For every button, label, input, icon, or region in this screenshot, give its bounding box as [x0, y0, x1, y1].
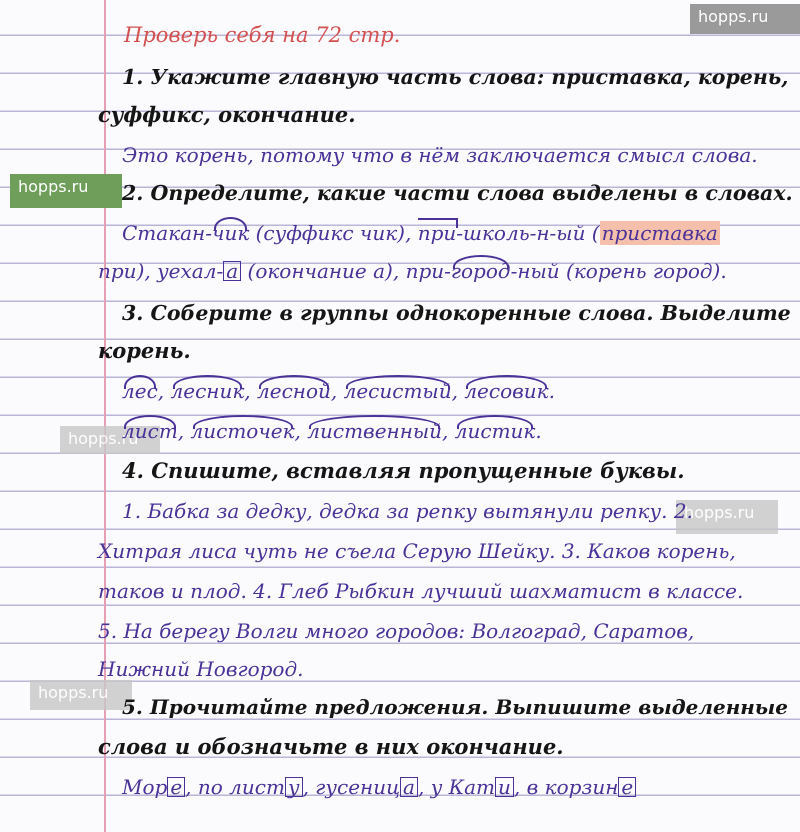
task-1-line-1: 1. Укажите главную часть слова: приставка, корень, [122, 65, 789, 89]
ending-box: а [223, 261, 241, 281]
task-4-answer-line-4: 5. На берегу Волги много городов: Волгоград, Саратов, [98, 619, 695, 643]
ending-box: е [618, 777, 636, 797]
ending-box: у [285, 777, 303, 797]
task-4-answer-line-1: 1. Бабка за дедку, дедка за репку вытянули репку. 2. [122, 499, 693, 523]
root-word: лиственный [307, 414, 442, 448]
ending-box: а [400, 777, 418, 797]
ending-box: е [167, 777, 185, 797]
watermark: hopps.ru [690, 4, 800, 34]
root-word: лес [122, 374, 158, 408]
task-1-line-2: суффикс, окончание. [98, 102, 356, 127]
root-word: лесовик [464, 374, 548, 408]
highlight: приставка [601, 221, 718, 245]
task-3-row-1: лес, лесник, лесной, лесистый, лесовик. [122, 374, 555, 408]
task-3-line-2: корень. [98, 338, 191, 363]
root-word: лист [122, 414, 178, 448]
root-word: листик [455, 414, 536, 448]
task-4-answer-line-2: Хитрая лиса чуть не съела Серую Шейку. 3. Каков корень, [98, 539, 736, 563]
watermark: hopps.ru [30, 680, 132, 710]
task-5-answer: Мор е , по лист у , гусениц а , у Кат и , в корзин е [122, 770, 636, 804]
watermark: hopps.ru [10, 174, 122, 208]
page-header: Проверь себя на 72 стр. [124, 23, 401, 47]
suffix-mark: чик [212, 216, 249, 250]
task-5-line-2: слова и обозначьте в них окончание. [98, 734, 564, 759]
task-2-line-1: 2. Определите, какие части слова выделены в словах. [122, 181, 793, 205]
task-2-answer-line-1: Стакан-чик (суффикс чик), при-школь-н-ый ( приставка [122, 216, 720, 250]
root-word: лесной [257, 374, 331, 408]
root-word: лесистый [344, 374, 452, 408]
root-word: листочек [191, 414, 295, 448]
watermark: hopps.ru [60, 426, 160, 454]
root-word: лесник [171, 374, 245, 408]
task-4-answer-line-5: Нижний Новгород. [98, 657, 304, 681]
task-3-row-2: лист, листочек, лиственный, листик. [122, 414, 542, 448]
task-1-answer: Это корень, потому что в нём заключается смысл слова. [122, 143, 758, 167]
prefix-mark: при [418, 216, 457, 250]
ending-box: и [495, 777, 514, 797]
task-5-line-1: 5. Прочитайте предложения. Выпишите выделенные [122, 695, 788, 719]
task-2-answer-line-2: при), уехал- а (окончание а), при-город-ный (корень город). [98, 254, 727, 288]
task-4-answer-line-3: таков и плод. 4. Глеб Рыбкин лучший шахматист в классе. [98, 579, 744, 603]
watermark: hopps.ru [676, 500, 778, 534]
root-mark: город [451, 254, 511, 288]
task-3-line-1: 3. Соберите в группы однокоренные слова. Выделите [122, 301, 791, 325]
task-4-line-1: 4. Спишите, вставляя пропущенные буквы. [122, 458, 685, 483]
